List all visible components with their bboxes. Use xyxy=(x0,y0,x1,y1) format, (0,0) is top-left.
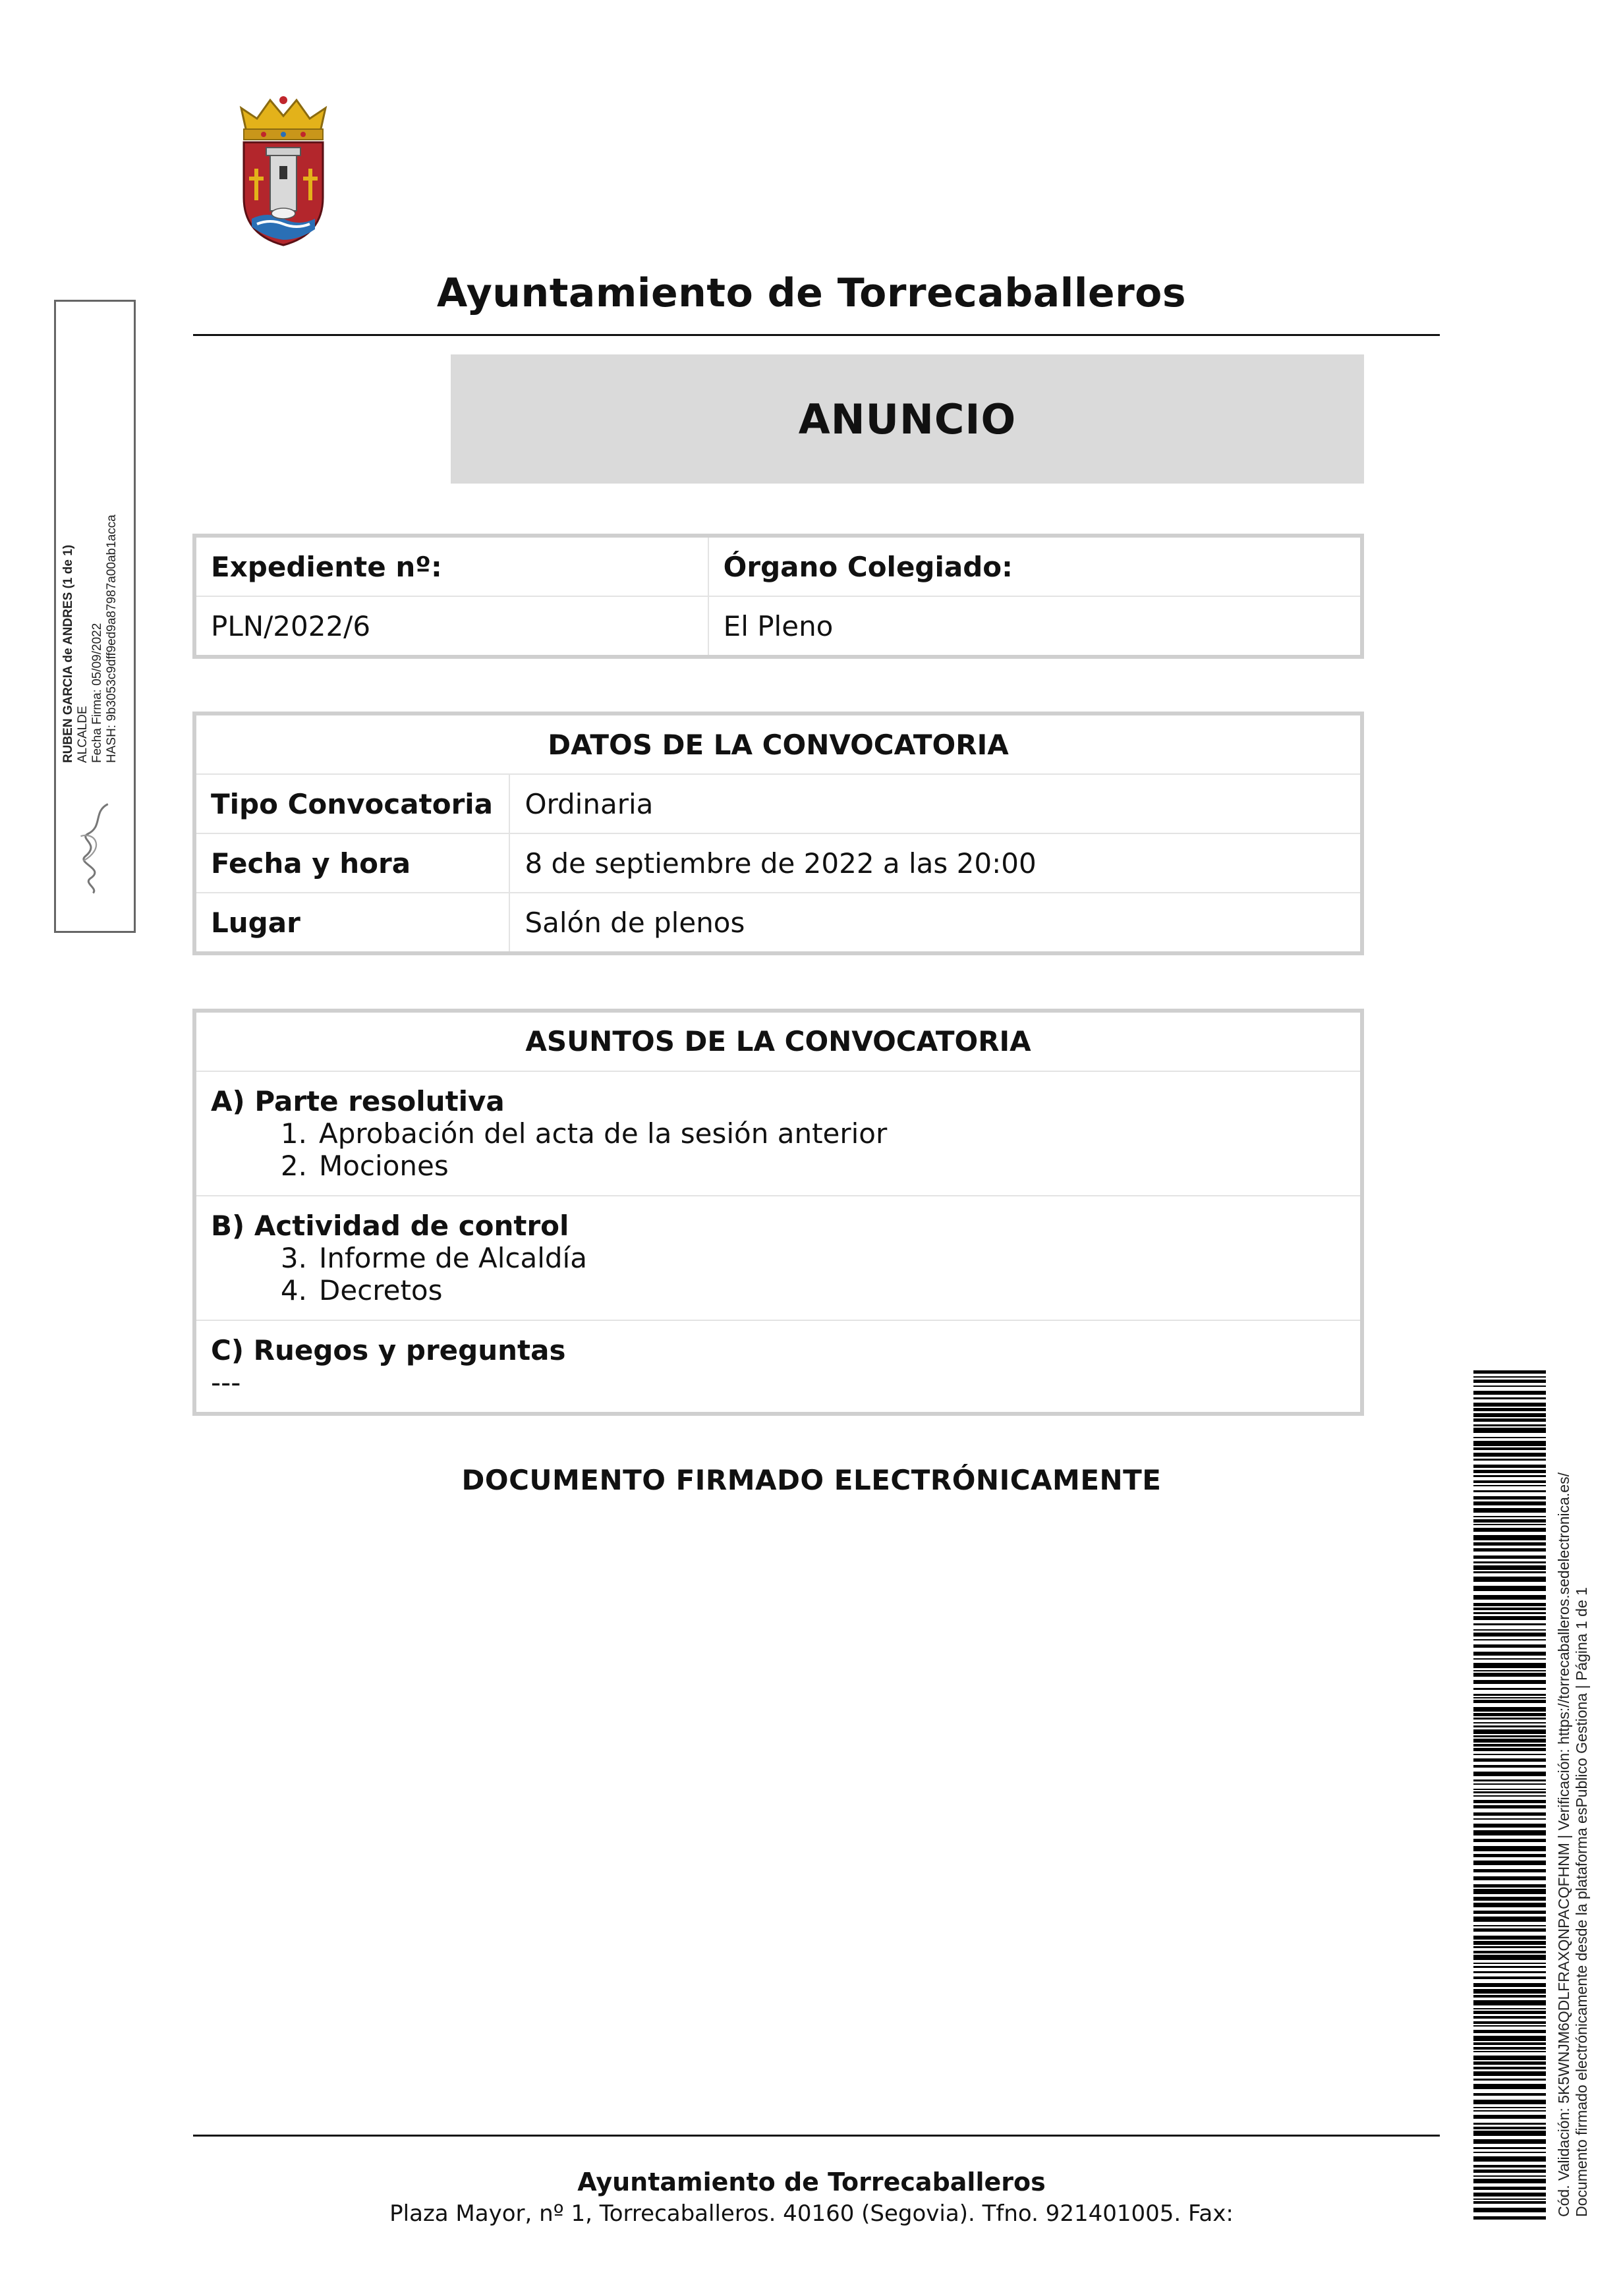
barcode-bar xyxy=(1473,2093,1546,2096)
barcode-bar xyxy=(1473,2107,1546,2108)
barcode-bar xyxy=(1473,2056,1546,2060)
barcode-bar xyxy=(1473,1447,1546,1450)
barcode-bar xyxy=(1473,1673,1546,1677)
tipo-value: Ordinaria xyxy=(509,774,1362,833)
barcode-bar xyxy=(1473,2110,1546,2112)
barcode-bar xyxy=(1473,2079,1546,2081)
barcode-bar xyxy=(1473,2025,1546,2027)
signature-stamp xyxy=(54,300,136,933)
barcode-bar xyxy=(1473,1713,1546,1716)
item-number: 1. xyxy=(280,1117,307,1150)
footer-address: Plaza Mayor, nº 1, Torrecaballeros. 40160 (Segovia). Tfno. 921401005. Fax: xyxy=(389,2200,1234,2227)
barcode-bar xyxy=(1473,1884,1546,1888)
barcode-bar xyxy=(1473,2156,1546,2162)
barcode-bar xyxy=(1473,2165,1546,2168)
barcode-bar xyxy=(1473,2030,1546,2033)
barcode-bar xyxy=(1473,1983,1546,1987)
validation-text xyxy=(1555,1360,1591,2217)
item-text: Aprobación del acta de la sesión anterior xyxy=(319,1117,888,1150)
barcode-bar xyxy=(1473,1658,1546,1660)
asuntos-table xyxy=(192,1009,1364,1416)
list-item xyxy=(211,1242,1346,1274)
table-row xyxy=(194,893,1362,953)
list-item xyxy=(211,1274,1346,1306)
barcode-bar xyxy=(1473,1629,1546,1631)
barcode-bar xyxy=(1473,2187,1546,2190)
barcode-bar xyxy=(1473,2139,1546,2144)
barcode-bar xyxy=(1473,1616,1546,1620)
barcode-bar xyxy=(1473,2047,1546,2050)
organo-value: El Pleno xyxy=(708,596,1362,657)
barcode-bar xyxy=(1473,2067,1546,2069)
barcode-bar xyxy=(1473,2011,1546,2014)
barcode-bar xyxy=(1473,2127,1546,2129)
barcode-bar xyxy=(1473,1754,1546,1755)
barcode-bar xyxy=(1473,2216,1546,2220)
convocatoria-table xyxy=(192,712,1364,955)
barcode-bar xyxy=(1473,1995,1546,1998)
barcode-bar xyxy=(1473,1441,1546,1446)
table-header-row xyxy=(194,714,1362,774)
item-text: Informe de Alcaldía xyxy=(319,1242,587,1274)
barcode-bar xyxy=(1473,1854,1546,1857)
barcode-bar xyxy=(1473,1925,1546,1926)
barcode-bar xyxy=(1473,1971,1546,1973)
barcode-bar xyxy=(1473,1516,1546,1517)
barcode-bar xyxy=(1473,1911,1546,1914)
barcode-bar xyxy=(1473,2100,1546,2104)
barcode-bar xyxy=(1473,1586,1546,1591)
barcode-bar xyxy=(1473,1951,1546,1953)
barcode-bar xyxy=(1473,1386,1546,1387)
barcode-bar xyxy=(1473,1644,1546,1648)
barcode-bar xyxy=(1473,1846,1546,1851)
barcode-bar xyxy=(1473,1707,1546,1712)
barcode-bar xyxy=(1473,2179,1546,2183)
signature-stamp-text xyxy=(61,328,119,763)
barcode-bar xyxy=(1473,2051,1546,2052)
barcode-bar xyxy=(1473,1700,1546,1703)
list-item xyxy=(211,1117,1346,1150)
barcode-bar xyxy=(1473,1795,1546,1797)
list-item xyxy=(211,1150,1346,1182)
barcode-bar xyxy=(1473,1735,1546,1737)
fecha-value: 8 de septiembre de 2022 a las 20:00 xyxy=(509,833,1362,893)
barcode-bar xyxy=(1473,1424,1546,1426)
barcode-bar xyxy=(1473,1475,1546,1477)
barcode-bar xyxy=(1473,1663,1546,1668)
handwritten-signature-icon xyxy=(69,799,122,898)
agenda-list xyxy=(211,1117,1346,1182)
barcode-bar xyxy=(1473,1608,1546,1610)
barcode-bar xyxy=(1473,1955,1546,1960)
asuntos-heading: ASUNTOS DE LA CONVOCATORIA xyxy=(194,1011,1362,1071)
barcode-bar xyxy=(1473,2193,1546,2197)
barcode-bar xyxy=(1473,1725,1546,1727)
barcode-bar xyxy=(1473,1501,1546,1505)
barcode-bar xyxy=(1473,1694,1546,1696)
barcode-bar xyxy=(1473,2170,1546,2173)
barcode-bar xyxy=(1473,1561,1546,1563)
barcode-bar xyxy=(1473,1470,1546,1473)
barcode-bar xyxy=(1473,1623,1546,1625)
table-row xyxy=(194,536,1362,596)
lugar-label: Lugar xyxy=(194,893,509,953)
barcode-bar xyxy=(1473,1688,1546,1690)
organo-label: Órgano Colegiado: xyxy=(708,536,1362,596)
barcode-bar xyxy=(1473,1779,1546,1781)
barcode-bar xyxy=(1473,1403,1546,1407)
barcode-bar xyxy=(1473,1480,1546,1483)
barcode-bar xyxy=(1473,1697,1546,1698)
barcode-bar xyxy=(1473,1397,1546,1399)
barcode-bar xyxy=(1473,2115,1546,2119)
barcode-bar xyxy=(1473,1380,1546,1383)
fecha-label: Fecha y hora xyxy=(194,833,509,893)
barcode-bar xyxy=(1473,1789,1546,1790)
barcode-bar xyxy=(1473,1555,1546,1559)
barcode-bar xyxy=(1473,1542,1546,1546)
barcode-bar xyxy=(1473,2021,1546,2024)
barcode-bar xyxy=(1473,1718,1546,1720)
barcode-bar xyxy=(1473,2198,1546,2200)
signer-role: ALCALDE xyxy=(76,706,90,763)
item-number: 4. xyxy=(280,1274,307,1306)
barcode-bar xyxy=(1473,1917,1546,1922)
barcode-bar xyxy=(1473,2201,1546,2204)
notice-title: ANUNCIO xyxy=(798,395,1017,443)
validation-code: Cód. Validación: 5K5WNJM6QDLFRAXQNPACQFHNM | Verificación: https://torrecaballeros.sedelectronica.es/ xyxy=(1555,1472,1572,2217)
page-title: Ayuntamiento de Torrecaballeros xyxy=(436,270,1187,316)
barcode-bar xyxy=(1473,1490,1546,1492)
signer-name: RUBEN GARCIA de ANDRES (1 de 1) xyxy=(61,544,75,763)
barcode-bar xyxy=(1473,1428,1546,1433)
tipo-label: Tipo Convocatoria xyxy=(194,774,509,833)
barcode-bar xyxy=(1473,2175,1546,2177)
barcode-bar xyxy=(1473,1391,1546,1395)
barcode-bar xyxy=(1473,1453,1546,1457)
barcode-bar xyxy=(1473,1722,1546,1723)
barcode-bar xyxy=(1473,1889,1546,1894)
barcode-bar xyxy=(1473,1772,1546,1776)
barcode-bar xyxy=(1473,1670,1546,1671)
barcode-bar xyxy=(1473,2131,1546,2136)
validation-platform: Documento firmado electrónicamente desde la plataforma esPublico Gestiona | Página 1 de 1 xyxy=(1573,1587,1590,2217)
barcode-bar xyxy=(1473,1528,1546,1532)
barcode-bar xyxy=(1473,1413,1546,1417)
title-divider xyxy=(193,334,1440,336)
barcode-bar xyxy=(1473,2152,1546,2153)
barcode-bar xyxy=(1473,1508,1546,1513)
section-title: B) Actividad de control xyxy=(211,1210,569,1242)
barcode-bar xyxy=(1473,1876,1546,1880)
barcode-bar xyxy=(1473,1376,1546,1378)
barcode-bar xyxy=(1473,2000,1546,2005)
barcode-bar xyxy=(1473,1485,1546,1486)
agenda-list xyxy=(211,1242,1346,1306)
barcode-bar xyxy=(1473,1535,1546,1540)
barcode-bar xyxy=(1473,1928,1546,1932)
barcode-bar xyxy=(1473,1652,1546,1656)
barcode-bar xyxy=(1473,2036,1546,2041)
barcode-bar xyxy=(1473,2084,1546,2089)
signed-notice: DOCUMENTO FIRMADO ELECTRÓNICAMENTE xyxy=(461,1464,1162,1496)
barcode-icon xyxy=(1473,1370,1546,2220)
barcode-bar xyxy=(1473,1408,1546,1411)
agenda-section xyxy=(194,1320,1362,1414)
barcode-bar xyxy=(1473,1639,1546,1640)
expediente-label: Expediente nº: xyxy=(194,536,708,596)
barcode-bar xyxy=(1473,1783,1546,1785)
barcode-bar xyxy=(1473,2016,1546,2019)
table-row xyxy=(194,774,1362,833)
table-header-row xyxy=(194,1011,1362,1071)
item-number: 3. xyxy=(280,1242,307,1274)
barcode-bar xyxy=(1473,1729,1546,1734)
barcode-bar xyxy=(1473,1418,1546,1422)
barcode-bar xyxy=(1473,1548,1546,1552)
coat-of-arms-icon xyxy=(204,92,362,250)
table-row xyxy=(194,596,1362,657)
barcode-bar xyxy=(1473,1824,1546,1828)
barcode-bar xyxy=(1473,1765,1546,1768)
barcode-bar xyxy=(1473,1603,1546,1606)
barcode-bar xyxy=(1473,1903,1546,1907)
barcode-bar xyxy=(1473,2061,1546,2065)
barcode-bar xyxy=(1473,1897,1546,1901)
agenda-section xyxy=(194,1071,1362,1196)
barcode-bar xyxy=(1473,1812,1546,1816)
barcode-bar xyxy=(1473,1565,1546,1570)
barcode-bar xyxy=(1473,2123,1546,2125)
item-text: Mociones xyxy=(319,1150,449,1182)
footer-organization: Ayuntamiento de Torrecaballeros xyxy=(577,2168,1046,2197)
barcode-bar xyxy=(1473,1861,1546,1865)
barcode-bar xyxy=(1473,1370,1546,1374)
barcode-bar xyxy=(1473,1739,1546,1743)
barcode-bar xyxy=(1473,1963,1546,1964)
section-note: --- xyxy=(211,1366,241,1399)
barcode-bar xyxy=(1473,1805,1546,1808)
barcode-bar xyxy=(1473,1571,1546,1573)
barcode-bar xyxy=(1473,1989,1546,1994)
barcode-bar xyxy=(1473,2008,1546,2009)
barcode-bar xyxy=(1473,1791,1546,1793)
barcode-bar xyxy=(1473,1680,1546,1684)
signature-hash: HASH: 9b3053c9dff9ed9a87987a00ab1acca xyxy=(105,515,119,763)
barcode-bar xyxy=(1473,1744,1546,1747)
barcode-bar xyxy=(1473,1869,1546,1872)
barcode-bar xyxy=(1473,1459,1546,1461)
barcode-bar xyxy=(1473,1612,1546,1614)
agenda-section xyxy=(194,1196,1362,1320)
barcode-bar xyxy=(1473,1818,1546,1820)
expediente-value: PLN/2022/6 xyxy=(194,596,708,657)
barcode-bar xyxy=(1473,1936,1546,1940)
barcode-bar xyxy=(1473,1941,1546,1945)
convocatoria-heading: DATOS DE LA CONVOCATORIA xyxy=(194,714,1362,774)
barcode-bar xyxy=(1473,1633,1546,1637)
barcode-bar xyxy=(1473,1946,1546,1948)
lugar-value: Salón de plenos xyxy=(509,893,1362,953)
barcode-bar xyxy=(1473,1830,1546,1835)
barcode-bar xyxy=(1473,1595,1546,1600)
barcode-bar xyxy=(1473,2071,1546,2076)
section-title: A) Parte resolutiva xyxy=(211,1085,505,1117)
table-row xyxy=(194,833,1362,893)
barcode-bar xyxy=(1473,1976,1546,1979)
barcode-bar xyxy=(1473,2147,1546,2149)
expediente-table xyxy=(192,534,1364,659)
barcode-bar xyxy=(1473,1577,1546,1582)
item-text: Decretos xyxy=(319,1274,443,1306)
barcode-bar xyxy=(1473,2208,1546,2212)
barcode-bar xyxy=(1473,1465,1546,1468)
notice-banner xyxy=(451,354,1364,484)
barcode-bar xyxy=(1473,1437,1546,1438)
section-title: C) Ruegos y preguntas xyxy=(211,1334,566,1366)
barcode-bar xyxy=(1473,1519,1546,1523)
barcode-bar xyxy=(1473,1496,1546,1499)
signature-date: Fecha Firma: 05/09/2022 xyxy=(90,623,104,763)
footer-divider xyxy=(193,2135,1440,2137)
barcode-bar xyxy=(1473,1839,1546,1842)
barcode-bar xyxy=(1473,1800,1546,1803)
barcode-bar xyxy=(1473,2042,1546,2045)
barcode-bar xyxy=(1473,1748,1546,1751)
item-number: 2. xyxy=(280,1150,307,1182)
barcode-bar xyxy=(1473,1524,1546,1525)
barcode-bar xyxy=(1473,1758,1546,1762)
barcode-bar xyxy=(1473,1966,1546,1968)
